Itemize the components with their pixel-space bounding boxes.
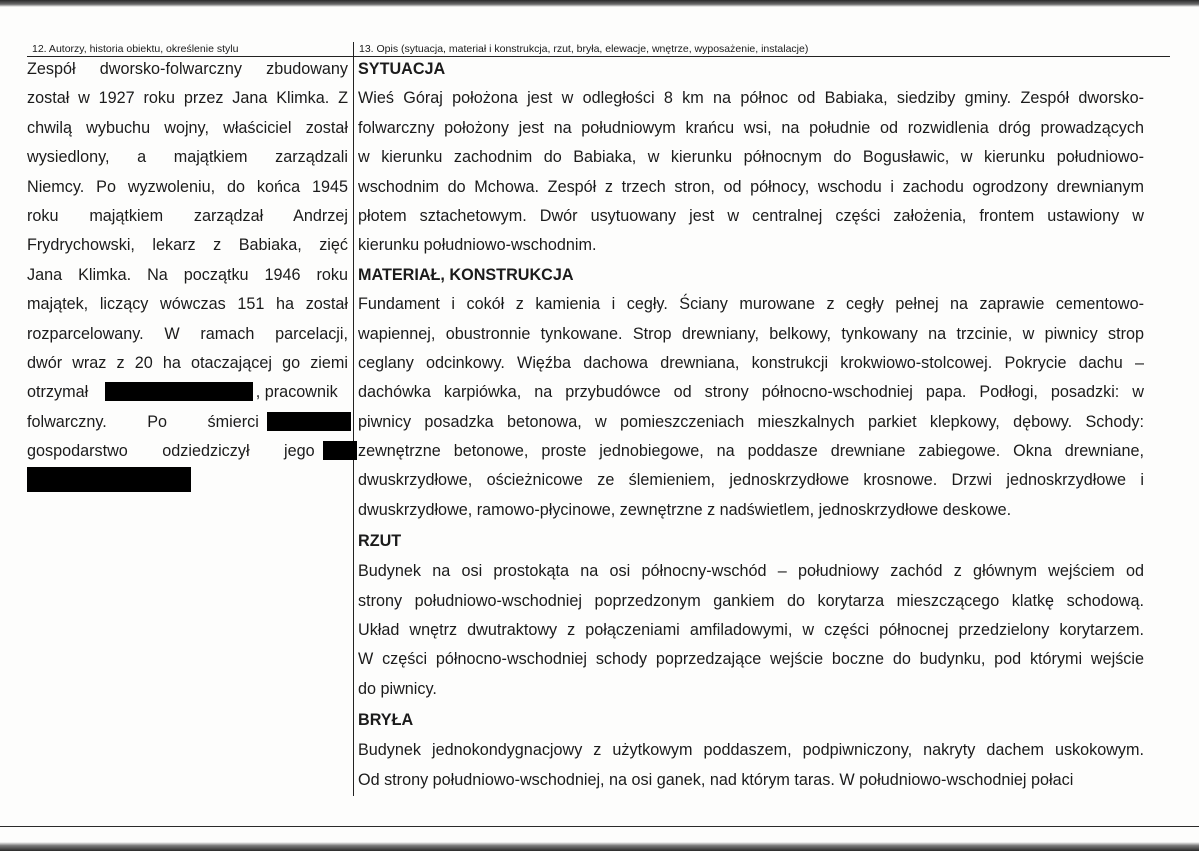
paragraph-line: Fundament i cokół z kamienia i cegły. Ściany murowane z cegły pełnej na zaprawie cementowo- [358, 295, 1144, 314]
history-line: roku majątkiem zarządzał Andrzej [27, 206, 348, 225]
redaction-box [27, 467, 191, 492]
paragraph-line: dachówka karpiówka, na przybudówce od strony północno-wschodniej papa. Podłogi, posadzki: w [358, 383, 1144, 402]
left-column-header: 12. Autorzy, historia obiektu, określenie stylu [32, 43, 239, 55]
history-text: otrzymał [27, 383, 89, 402]
paragraph-line: zewnętrzne betonowe, proste jednobiegowe, na poddasze drewniane zabiegowe. Okna drewniane, [358, 442, 1144, 461]
paragraph-line: Budynek na osi prostokąta na osi północny-wschód – południowy zachód z głównym wejściem od [358, 562, 1144, 581]
paragraph-line: do piwnicy. [358, 679, 437, 698]
paragraph-line: Wieś Góraj położona jest w odległości 8 km na północ od Babiaka, siedziby gminy. Zespół dworsko- [358, 89, 1144, 108]
section-title-bryla: BRYŁA [358, 711, 414, 730]
paragraph-line: wapiennej, obustronnie tynkowane. Strop drewniany, belkowy, tynkowany na trzcinie, w piwnicy strop [358, 324, 1144, 343]
history-line-redacted [27, 466, 348, 495]
paragraph-line: strony południowo-wschodniej poprzedzonym gankiem do korytarza mieszczącego klatkę schodową. [358, 591, 1144, 610]
paragraph-line: folwarczny położony jest na południowym krańcu wsi, na południe od rozwidlenia dróg prowadzących [358, 118, 1144, 137]
history-line: majątek, liczący wówczas 151 ha został [27, 295, 348, 314]
history-line: Zespół dworsko-folwarczny zbudowany [27, 60, 348, 78]
paragraph-line: kierunku południowo-wschodnim. [358, 236, 597, 255]
history-line: Jana Klimka. Na początku 1946 roku [27, 265, 348, 284]
paragraph-line: Od strony południowo-wschodniej, na osi ganek, nad którym taras. W południowo-wschodniej połaci [358, 770, 1074, 789]
history-text: gospodarstwo odziedziczył jego [27, 442, 315, 461]
section-title-sytuacja: SYTUACJA [358, 60, 446, 78]
section-title-material: MATERIAŁ, KONSTRUKCJA [358, 265, 574, 284]
paragraph-line: Układ wnętrz dwutraktowy z połączeniami amfiladowymi, w części północnej przedzielony korytarzem. [358, 621, 1144, 640]
history-line: Frydrychowski, lekarz z Babiaka, zięć [27, 236, 348, 255]
history-line: Niemcy. Po wyzwoleniu, do końca 1945 [27, 177, 348, 196]
scan-top-edge [0, 0, 1199, 7]
paragraph-line: w kierunku zachodnim do Babiaka, w kierunku północnym do Bogusławic, w kierunku południowo- [358, 148, 1144, 167]
scan-bottom-edge [0, 842, 1199, 851]
history-line: wysiedlony, a majątkiem zarządzali [27, 148, 348, 167]
history-line: rozparcelowany. W ramach parcelacji, [27, 324, 348, 343]
history-line-redacted [27, 378, 348, 407]
paragraph-line: Budynek jednokondygnacjowy z użytkowym poddaszem, podpiwniczony, nakryty dachem uskokowym. [358, 741, 1144, 760]
footer-rule [0, 826, 1199, 827]
redaction-box [323, 441, 357, 460]
paragraph-line: ceglany odcinkowy. Więźba dachowa drewniana, konstrukcji krokwiowo-stolcowej. Pokrycie dachu – [358, 353, 1144, 372]
history-line-redacted [27, 408, 348, 437]
section-title-rzut: RZUT [358, 532, 402, 551]
history-line: chwilą wybuchu wojny, właściciel został [27, 118, 348, 137]
paragraph-line: piwnicy posadzka betonowa, w pomieszczeniach mieszkalnych parkiet klepkowy, dębowy. Schody: [358, 412, 1144, 431]
redaction-box [267, 412, 351, 431]
column-divider [353, 42, 354, 796]
paragraph-line: dwuskrzydłowe, ramowo-płycinowe, zewnętrzne z nadświetlem, jednoskrzydłowe deskowe. [358, 500, 1012, 519]
right-column-header: 13. Opis (sytuacja, materiał i konstrukcja, rzut, bryła, elewacje, wnętrze, wyposażenie, instalacje) [359, 43, 809, 55]
history-line: dwór wraz z 20 ha otaczającej go ziemi [27, 353, 348, 372]
history-line: został w 1927 roku przez Jana Klimka. Z [27, 89, 348, 108]
paragraph-line: W części północno-wschodniej schody poprzedzające wejście boczne do budynku, pod którymi wejście [358, 650, 1144, 669]
description-column [358, 55, 1144, 795]
history-text: folwarczny. Po śmierci [27, 412, 259, 431]
history-text: , pracownik [255, 383, 338, 402]
redaction-box [105, 382, 253, 401]
paragraph-line: płotem sztachetowym. Dwór usytuowany jest w centralnej części założenia, frontem ustawiony w [358, 206, 1144, 225]
paragraph-line: wschodnim do Mchowa. Zespół z trzech stron, od północy, wschodu i zachodu ogrodzony drewnianym [358, 177, 1144, 196]
history-column [27, 55, 348, 496]
paragraph-line: dwuskrzydłowe, ościeżnicowe ze ślemieniem, jednoskrzydłowe krosnowe. Drzwi jednoskrzydłowe i [358, 471, 1144, 490]
history-line-redacted [27, 437, 348, 466]
